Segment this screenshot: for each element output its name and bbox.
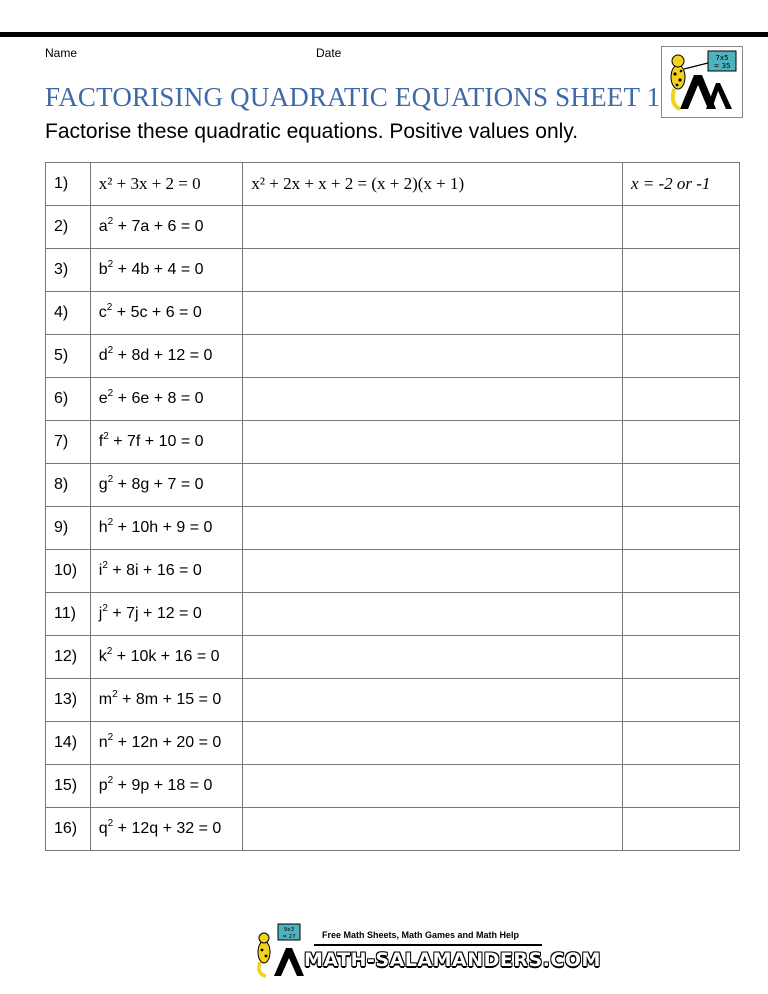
working-cell[interactable]: [243, 765, 623, 808]
logo-board-line-2: = 35: [713, 62, 731, 70]
equation-rest: + 7a + 6 = 0: [113, 218, 204, 235]
equation-rest: + 8i + 16 = 0: [107, 562, 202, 579]
answer-cell[interactable]: [622, 808, 739, 851]
table-row: [46, 550, 740, 593]
problem-equation: [90, 636, 243, 679]
problem-equation: [90, 679, 243, 722]
equation-rest: + 8d + 12 = 0: [113, 347, 213, 364]
date-label: Date: [316, 46, 342, 60]
working-cell[interactable]: [243, 593, 623, 636]
problem-number: 10): [46, 550, 91, 593]
problem-number: 7): [46, 421, 91, 464]
working-cell[interactable]: [243, 249, 623, 292]
answer-cell[interactable]: [622, 679, 739, 722]
exponent-2: 2: [107, 775, 114, 786]
problems-table: [45, 162, 740, 851]
example-answer: [622, 163, 739, 206]
equation-variable: q: [98, 820, 108, 837]
footer-brand: MATH-SALAMANDERS.COM: [304, 949, 601, 971]
problem-equation: [90, 593, 243, 636]
working-cell[interactable]: [243, 808, 623, 851]
exponent-2: 2: [106, 646, 113, 657]
answer-cell[interactable]: [622, 765, 739, 808]
answer-cell[interactable]: [622, 464, 739, 507]
table-row: [46, 335, 740, 378]
equation-variable: a: [98, 218, 108, 235]
exponent-2: 2: [107, 388, 114, 399]
working-cell[interactable]: [243, 550, 623, 593]
equation-rest: + 10k + 16 = 0: [112, 648, 220, 665]
working-cell[interactable]: [243, 636, 623, 679]
answer-cell[interactable]: [622, 722, 739, 765]
footer-tagline: Free Math Sheets, Math Games and Math Help: [322, 930, 520, 940]
working-cell[interactable]: [243, 722, 623, 765]
equation-variable: n: [98, 734, 108, 751]
problem-number: 2): [46, 206, 91, 249]
equation-variable: p: [98, 777, 108, 794]
exponent-2: 2: [103, 431, 109, 442]
exponent-2: 2: [102, 603, 108, 614]
answer-cell[interactable]: [622, 593, 739, 636]
answer-cell[interactable]: [622, 292, 739, 335]
working-cell[interactable]: [243, 464, 623, 507]
salamander-logo: [661, 46, 743, 118]
table-row: [46, 765, 740, 808]
problem-equation: [90, 421, 243, 464]
table-row: [46, 206, 740, 249]
instructions: Factorise these quadratic equations. Positive values only.: [45, 120, 579, 143]
equation-variable: b: [98, 261, 108, 278]
exponent-2: 2: [107, 216, 114, 227]
table-row: [46, 722, 740, 765]
example-row: [46, 163, 740, 206]
table-row: [46, 292, 740, 335]
footer-divider: [314, 944, 542, 946]
working-cell[interactable]: [243, 335, 623, 378]
problem-number: 16): [46, 808, 91, 851]
problem-number: 5): [46, 335, 91, 378]
table-row: [46, 636, 740, 679]
exponent-2: 2: [106, 302, 113, 313]
problem-equation: [90, 206, 243, 249]
equation-rest: + 10h + 9 = 0: [113, 519, 213, 536]
page-title: FACTORISING QUADRATIC EQUATIONS SHEET 1: [45, 82, 661, 112]
working-cell[interactable]: [243, 507, 623, 550]
problem-number: 8): [46, 464, 91, 507]
top-rule: [0, 32, 768, 37]
problem-number: 1): [46, 163, 91, 206]
footer-logo: [252, 922, 601, 978]
answer-cell[interactable]: [622, 636, 739, 679]
equation-variable: d: [98, 347, 108, 364]
answer-cell[interactable]: [622, 550, 739, 593]
logo-board-line-1: 7x5: [715, 54, 729, 62]
equation-variable: i: [98, 562, 103, 579]
problem-equation: [90, 335, 243, 378]
table-row: [46, 421, 740, 464]
equation-rest: + 8g + 7 = 0: [113, 476, 204, 493]
equation-rest: + 7j + 12 = 0: [107, 605, 202, 622]
exponent-2: 2: [102, 560, 108, 571]
problem-number: 15): [46, 765, 91, 808]
problem-equation: [90, 464, 243, 507]
answer-cell[interactable]: [622, 206, 739, 249]
exponent-2: 2: [107, 259, 114, 270]
exponent-2: 2: [107, 818, 114, 829]
equation-variable: h: [98, 519, 108, 536]
footer-board-line-1: 9x3: [283, 927, 295, 933]
equation-variable: c: [98, 304, 107, 321]
equation-rest: + 5c + 6 = 0: [112, 304, 202, 321]
equation-rest: + 7f + 10 = 0: [108, 433, 204, 450]
problem-equation: [90, 249, 243, 292]
table-row: [46, 808, 740, 851]
exponent-2: 2: [107, 474, 114, 485]
working-cell[interactable]: [243, 679, 623, 722]
footer-board-line-2: = 27: [282, 934, 296, 940]
equation-variable: m: [98, 691, 113, 708]
answer-cell[interactable]: [622, 421, 739, 464]
exponent-2: 2: [107, 517, 114, 528]
table-row: [46, 593, 740, 636]
equation-variable: g: [98, 476, 108, 493]
equation-rest: + 12q + 32 = 0: [113, 820, 222, 837]
table-row: [46, 249, 740, 292]
answer-cell[interactable]: [622, 249, 739, 292]
problem-number: 14): [46, 722, 91, 765]
working-cell[interactable]: [243, 206, 623, 249]
name-label: Name: [45, 46, 78, 60]
table-row: [46, 378, 740, 421]
answer-cell[interactable]: [622, 335, 739, 378]
problem-number: 13): [46, 679, 91, 722]
problem-number: 11): [46, 593, 91, 636]
problem-equation: [90, 808, 243, 851]
problem-equation: [90, 765, 243, 808]
example-equation: x² + 3x + 2 = 0: [90, 163, 243, 206]
problem-equation: [90, 722, 243, 765]
problem-number: 4): [46, 292, 91, 335]
exponent-2: 2: [112, 689, 118, 700]
equation-rest: + 4b + 4 = 0: [113, 261, 204, 278]
answer-cell[interactable]: [622, 378, 739, 421]
equation-variable: e: [98, 390, 108, 407]
answer-cell[interactable]: [622, 507, 739, 550]
table-row: [46, 507, 740, 550]
problem-number: 3): [46, 249, 91, 292]
problem-equation: [90, 292, 243, 335]
problem-number: 9): [46, 507, 91, 550]
equation-rest: + 8m + 15 = 0: [117, 691, 222, 708]
exponent-2: 2: [107, 732, 114, 743]
working-cell[interactable]: [243, 378, 623, 421]
problem-number: 6): [46, 378, 91, 421]
example-answer-text: x = -2 or -1: [630, 174, 711, 193]
equation-rest: + 9p + 18 = 0: [113, 777, 213, 794]
problem-equation: [90, 550, 243, 593]
equation-variable: j: [98, 605, 103, 622]
equation-variable: k: [98, 648, 107, 665]
problem-number: 12): [46, 636, 91, 679]
equation-variable: f: [98, 433, 104, 450]
working-cell[interactable]: [243, 421, 623, 464]
table-row: [46, 464, 740, 507]
table-row: [46, 679, 740, 722]
exponent-2: 2: [107, 345, 114, 356]
example-working: x² + 2x + x + 2 = (x + 2)(x + 1): [243, 163, 623, 206]
working-cell[interactable]: [243, 292, 623, 335]
equation-rest: + 12n + 20 = 0: [113, 734, 222, 751]
equation-rest: + 6e + 8 = 0: [113, 390, 204, 407]
problem-equation: [90, 507, 243, 550]
problem-equation: [90, 378, 243, 421]
